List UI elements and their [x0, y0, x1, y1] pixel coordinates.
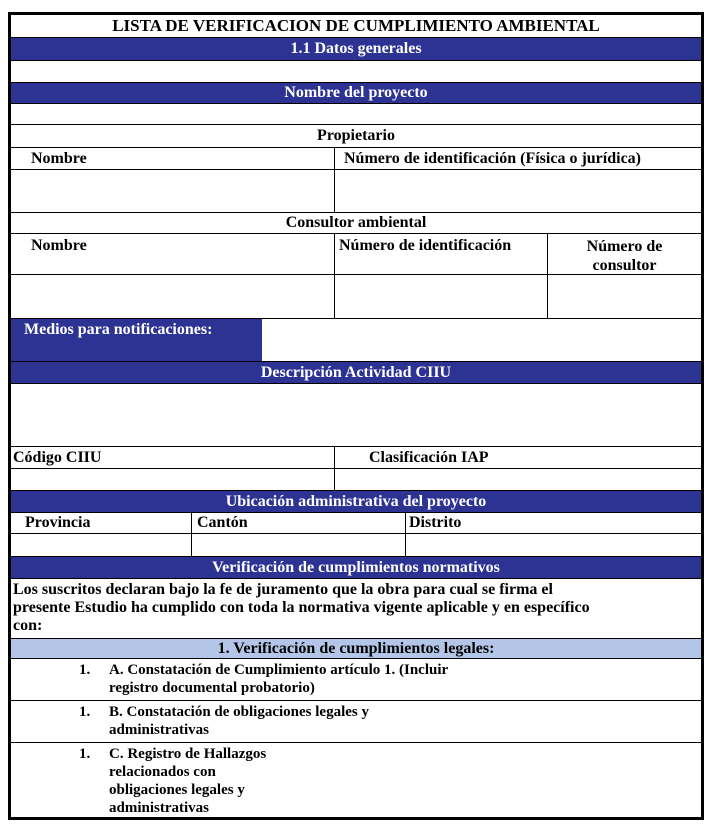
canton-label-cell	[191, 513, 405, 533]
declaration-line-2: presente Estudio ha cumplido con toda la normativa vigente aplicable y en específico	[13, 599, 590, 616]
canton-field[interactable]	[191, 534, 405, 556]
consultor-col-numero-line1: Número de	[586, 238, 663, 255]
section-header-verificacion: Verificación de cumplimientos normativos	[11, 557, 701, 579]
consultor-col-numero-line2: consultor	[592, 257, 657, 274]
descripcion-ciiu-field[interactable]	[11, 384, 701, 447]
checklist-item-text: registro documental probatorio)	[109, 680, 315, 696]
distrito-label-cell	[405, 513, 701, 533]
checklist-item-text: C. Registro de Hallazgos	[109, 746, 267, 762]
checklist-item-number: 1.	[79, 662, 91, 678]
codigo-ciiu-field[interactable]	[11, 469, 334, 490]
checklist-item-b[interactable]	[11, 701, 701, 743]
checklist-item-text: B. Constatación de obligaciones legales y	[109, 704, 370, 720]
consultor-input-row	[11, 275, 701, 319]
clasificacion-iap-label-cell	[334, 447, 701, 468]
distrito-field[interactable]	[405, 534, 701, 556]
clasificacion-iap-field[interactable]	[334, 469, 701, 490]
checklist-item-c[interactable]	[11, 743, 701, 817]
provincia-label: Provincia	[25, 514, 91, 531]
propietario-col-identificacion-cell	[334, 148, 701, 169]
distrito-label: Distrito	[409, 514, 462, 531]
propietario-column-headers	[11, 148, 701, 170]
propietario-col-nombre: Nombre	[31, 150, 87, 167]
checklist-item-a[interactable]	[11, 659, 701, 701]
section-header-datos-generales: 1.1 Datos generales	[11, 38, 701, 61]
form-title-text: LISTA DE VERIFICACION DE CUMPLIMIENTO AMBIENTAL	[112, 16, 600, 35]
consultor-header: Consultor ambiental	[11, 213, 701, 234]
consultor-col-identificacion-cell	[334, 234, 547, 274]
propietario-identificacion-field[interactable]	[334, 170, 701, 212]
ciiu-iap-headers	[11, 447, 701, 469]
propietario-input-row	[11, 170, 701, 213]
medios-notificaciones-field[interactable]	[262, 319, 701, 361]
consultor-column-headers	[11, 234, 701, 275]
consultor-nombre-field[interactable]	[11, 275, 334, 318]
section-header-ubicacion: Ubicación administrativa del proyecto	[11, 491, 701, 513]
checklist-item-text: relacionados con	[109, 764, 216, 780]
medios-notificaciones-label: Medios para notificaciones:	[24, 321, 213, 338]
checklist-item-number: 1.	[79, 704, 91, 720]
nombre-proyecto-field[interactable]	[11, 104, 701, 125]
form-title	[11, 15, 701, 38]
medios-notificaciones-label-cell	[11, 319, 262, 361]
checklist-item-text: A. Constatación de Cumplimiento artículo 1. (Incluir	[109, 662, 449, 678]
clasificacion-iap-label: Clasificación IAP	[369, 449, 489, 466]
provincia-field[interactable]	[11, 534, 191, 556]
declaration-line-1: Los suscritos declaran bajo la fe de juramento que la obra para cual se firma el	[13, 581, 553, 598]
checklist-item-number: 1.	[79, 746, 91, 762]
canton-label: Cantón	[197, 514, 248, 531]
consultor-col-numero-cell	[547, 234, 701, 274]
ubicacion-column-headers	[11, 513, 701, 534]
checklist-item-text: administrativas	[109, 800, 210, 816]
datos-generales-field[interactable]	[11, 61, 701, 83]
propietario-col-identificacion: Número de identificación (Física o jurídica)	[344, 150, 641, 167]
consultor-col-nombre: Nombre	[31, 237, 87, 254]
medios-notificaciones-row	[11, 319, 701, 362]
section-header-nombre-proyecto: Nombre del proyecto	[11, 83, 701, 104]
environmental-compliance-checklist	[8, 12, 704, 820]
codigo-ciiu-label: Código CIIU	[13, 449, 102, 466]
propietario-nombre-field[interactable]	[11, 170, 334, 212]
checklist-item-text: obligaciones legales y	[109, 782, 245, 798]
declaration-paragraph	[11, 579, 701, 639]
ciiu-iap-input-row	[11, 469, 701, 491]
consultor-col-identificacion: Número de identificación	[339, 237, 512, 254]
section-header-legales: 1. Verificación de cumplimientos legales:	[11, 639, 701, 659]
declaration-line-3: con:	[13, 617, 43, 634]
consultor-numero-field[interactable]	[547, 275, 701, 318]
consultor-identificacion-field[interactable]	[334, 275, 547, 318]
section-header-descripcion-ciiu: Descripción Actividad CIIU	[11, 362, 701, 384]
ubicacion-input-row	[11, 534, 701, 557]
checklist-item-text: administrativas	[109, 722, 210, 738]
propietario-header: Propietario	[11, 125, 701, 148]
